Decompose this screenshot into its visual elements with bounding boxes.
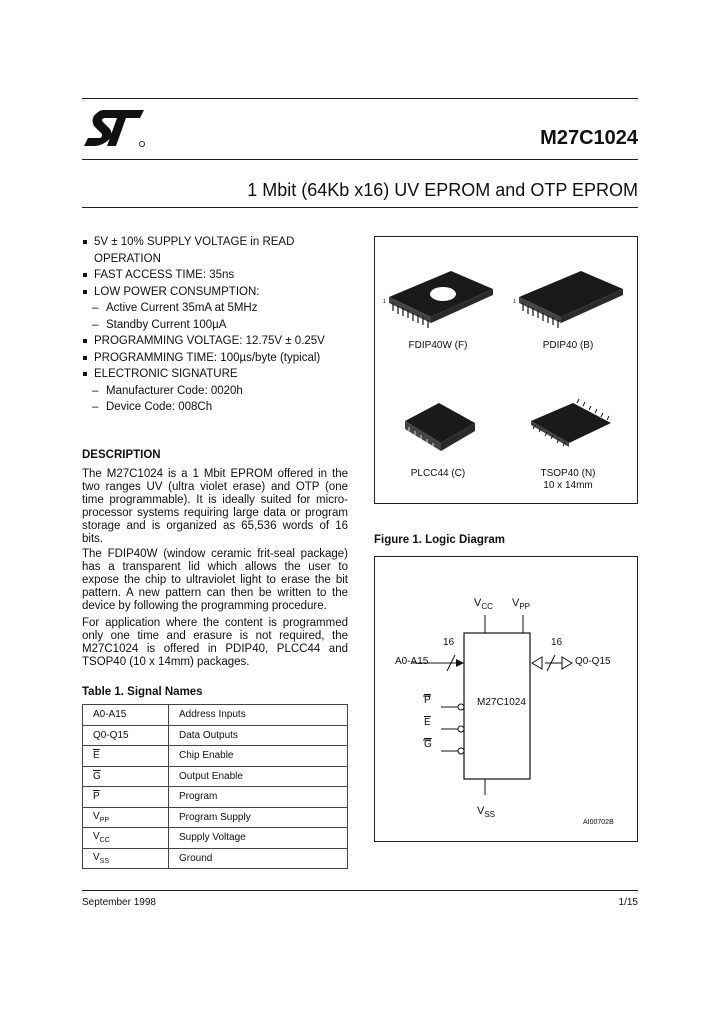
description-paragraph-2: The FDIP40W (window ceramic frit-seal package) has a transparent lid which allows the user to expose the chip to ultraviolet light to erase the bit pattern. A new pattern can then be written to the device by following the programming procedure. [82, 548, 348, 612]
logic-diagram [374, 556, 638, 842]
description-cell: Ground [169, 848, 348, 869]
table-row [83, 766, 348, 787]
table-caption: Table 1. Signal Names [82, 686, 203, 698]
description-heading: DESCRIPTION [82, 449, 161, 461]
table-row [83, 725, 348, 746]
signal-cell: $\overline{E}$ [83, 746, 169, 767]
figure-caption: Figure 1. Logic Diagram [374, 534, 505, 546]
vpp-label: $V_{PP}$ [512, 597, 531, 612]
feature-item: PROGRAMMING TIME: 100µs/byte (typical) [82, 350, 352, 367]
plcc44-label: PLCC44 (C) [410, 468, 466, 479]
feature-subitem: – Manufacturer Code: 0020h [82, 383, 352, 400]
chip-enable-pin-label: $\overline{E}$ [424, 717, 431, 728]
address-label: A0-A15 [395, 656, 429, 667]
signal-cell: Q0-Q15 [83, 725, 169, 746]
page-number: 1/15 [618, 897, 638, 908]
vcc-label: $V_{CC}$ [474, 597, 493, 612]
feature-subitem: – Active Current 35mA at 5MHz [82, 300, 352, 317]
header-rule [82, 159, 638, 160]
feature-item: PROGRAMMING VOLTAGE: 12.75V ± 0.25V [82, 333, 352, 350]
feature-subitem: – Device Code: 008Ch [82, 399, 352, 416]
table-row [83, 705, 348, 726]
plcc44-package-icon [391, 395, 491, 465]
fdip40w-package-icon [381, 259, 501, 339]
signal-cell: $V_{PP}$ [83, 807, 169, 828]
svg-text:1: 1 [513, 299, 516, 305]
description-cell: Supply Voltage [169, 828, 348, 849]
table-row [83, 848, 348, 869]
subtitle-rule [82, 207, 638, 208]
feature-item: LOW POWER CONSUMPTION: [82, 284, 352, 301]
tsop40-package-icon [521, 397, 621, 463]
table-row [83, 828, 348, 849]
table-row [83, 787, 348, 808]
signal-names-table [82, 704, 348, 869]
st-logo-icon [82, 104, 148, 150]
data-bus-width: 16 [551, 637, 563, 648]
description-paragraph-3: For application where the content is programmed only one time and erasure is not required, the M27C1024 is offered in PDIP40, PLCC44 and TSOP40 (10 x 14mm) packages. [82, 617, 348, 668]
data-label: Q0-Q15 [575, 656, 611, 667]
signal-cell: A0-A15 [83, 705, 169, 726]
description-cell: Chip Enable [169, 746, 348, 767]
description-paragraph-1: The M27C1024 is a 1 Mbit EPROM offered in the two ranges UV (ultra violet erase) and OTP (one time programmable). It is ideally suited for micro-processor systems requiring large data or program storage and is organized as 65,536 words of 16 bits. [82, 468, 348, 545]
output-enable-pin-label: $\overline{G}$ [424, 739, 432, 750]
description-cell: Output Enable [169, 766, 348, 787]
tsop40-label: TSOP40 (N) [540, 468, 596, 479]
pdip40-package-icon [511, 259, 631, 339]
feature-item: FAST ACCESS TIME: 35ns [82, 267, 352, 284]
feature-list [82, 234, 352, 416]
signal-cell: $V_{SS}$ [83, 848, 169, 869]
footer-date: September 1998 [82, 897, 156, 908]
table-row [83, 807, 348, 828]
table-row [83, 746, 348, 767]
feature-subitem: – Standby Current 100µA [82, 317, 352, 334]
description-cell: Program Supply [169, 807, 348, 828]
description-cell: Address Inputs [169, 705, 348, 726]
signal-cell: $\overline{P}$ [83, 787, 169, 808]
signal-cell: $\overline{G}$ [83, 766, 169, 787]
feature-item: 5V ± 10% SUPPLY VOLTAGE in READ [82, 234, 352, 251]
description-cell: Data Outputs [169, 725, 348, 746]
figure-code: AI00702B [583, 819, 614, 826]
description-cell: Program [169, 787, 348, 808]
package-illustrations [374, 236, 638, 504]
chip-label: M27C1024 [477, 697, 526, 708]
top-rule [82, 98, 638, 99]
feature-item: OPERATION [94, 252, 161, 265]
tsop40-size-label: 10 x 14mm [543, 480, 593, 491]
signal-cell: $V_{CC}$ [83, 828, 169, 849]
pdip40-label: PDIP40 (B) [542, 340, 594, 351]
feature-item: ELECTRONIC SIGNATURE [82, 366, 352, 383]
footer-rule [82, 890, 638, 891]
fdip40w-label: FDIP40W (F) [408, 340, 468, 351]
vss-label: $V_{SS}$ [477, 805, 496, 820]
address-bus-width: 16 [443, 637, 455, 648]
part-number: M27C1024 [540, 127, 638, 149]
page-subtitle: 1 Mbit (64Kb x16) UV EPROM and OTP EPROM [247, 180, 638, 200]
svg-text:1: 1 [383, 299, 386, 305]
program-pin-label: $\overline{P}$ [424, 695, 431, 706]
